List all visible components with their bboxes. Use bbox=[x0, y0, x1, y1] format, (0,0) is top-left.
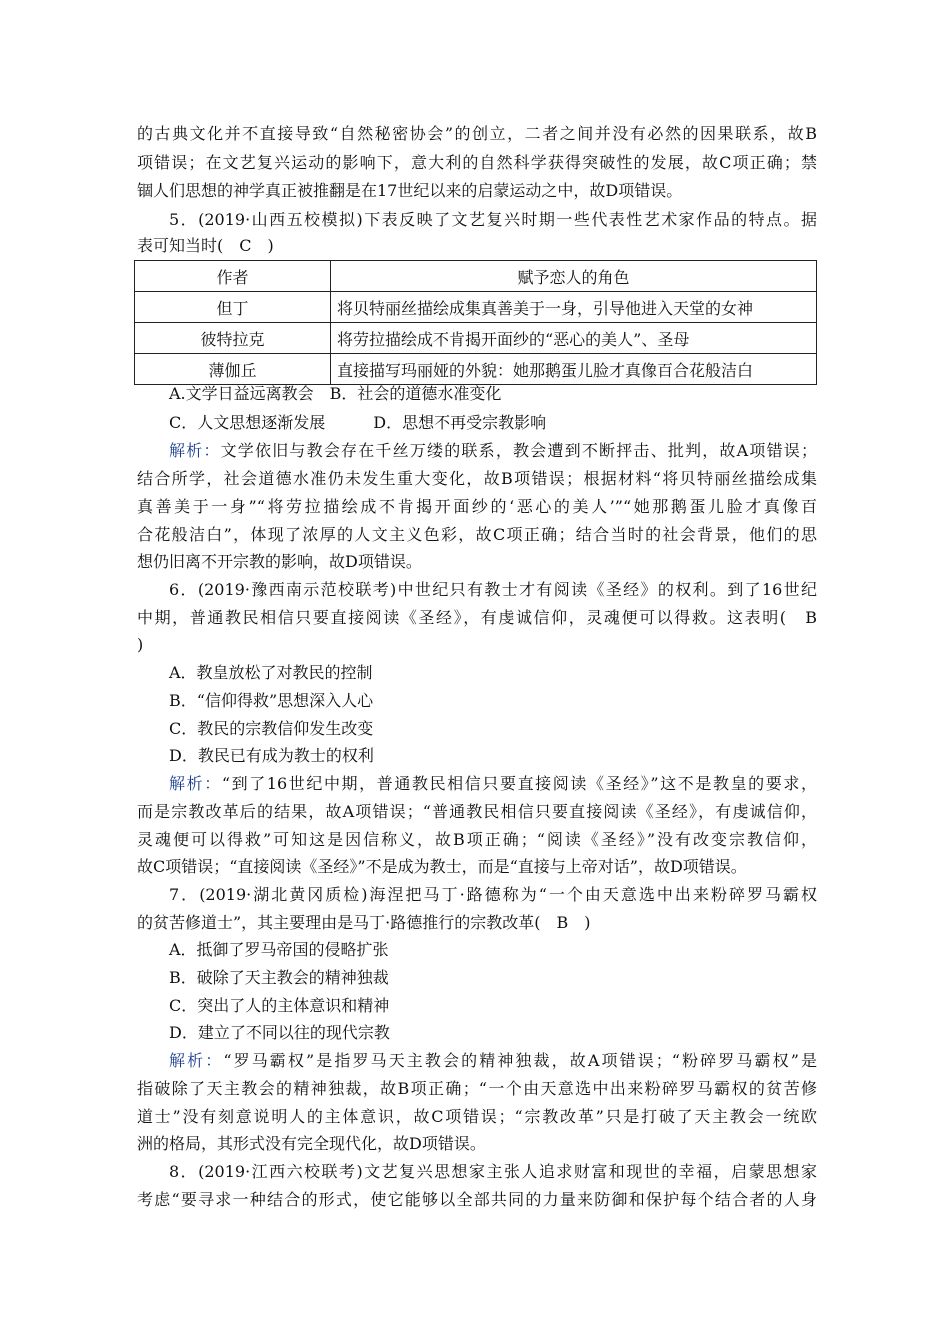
table-header-cell: 作者 bbox=[135, 261, 331, 292]
analysis-label: 解析： bbox=[169, 774, 222, 793]
table-row bbox=[135, 323, 817, 354]
table-cell: 薄伽丘 bbox=[135, 354, 331, 385]
answer-option: B．破除了天主教会的精神独裁 bbox=[169, 968, 389, 987]
answer-option: A．教皇放松了对教民的控制 bbox=[169, 663, 373, 682]
analysis-line: 解析：文学依旧与教会存在千丝万缕的联系，教会遭到不断抨击、批判，故A项错误； bbox=[169, 441, 817, 460]
answer-option: C．突出了人的主体意识和精神 bbox=[169, 996, 390, 1015]
analysis-line: 合花般洁白”，体现了浓厚的人文主义色彩，故C项正确；结合当时的社会背景，他们的思 bbox=[137, 525, 817, 544]
answer-option: C．教民的宗教信仰发生改变 bbox=[169, 719, 374, 738]
question-stem: 表可知当时( C ) bbox=[137, 236, 274, 255]
intro-line: 锢人们思想的神学真正被推翻是在17世纪以来的启蒙运动之中，故D项错误。 bbox=[137, 181, 683, 200]
table-header-row bbox=[135, 261, 817, 292]
table-row bbox=[135, 292, 817, 323]
question-stem: 8．(2019·江西六校联考)文艺复兴思想家主张人追求财富和现世的幸福，启蒙思想家 bbox=[169, 1162, 817, 1181]
analysis-line: 解析：“罗马霸权”是指罗马天主教会的精神独裁，故A项错误；“粉碎罗马霸权”是 bbox=[169, 1051, 817, 1070]
question-stem: 考虑“要寻求一种结合的形式，使它能够以全部共同的力量来防御和保护每个结合者的人身 bbox=[137, 1190, 817, 1209]
analysis-line: 结合所学，社会道德水准仍未发生重大变化，故B项错误；根据材料“将贝特丽丝描绘成集 bbox=[137, 469, 817, 488]
answer-option: A．抵御了罗马帝国的侵略扩张 bbox=[169, 940, 389, 959]
table-cell: 但丁 bbox=[135, 292, 331, 323]
question-stem: 6．(2019·豫西南示范校联考)中世纪只有教士才有阅读《圣经》的权利。到了16世纪 bbox=[169, 580, 817, 599]
analysis-label: 解析： bbox=[169, 1051, 224, 1070]
question-stem: 5．(2019·山西五校模拟)下表反映了文艺复兴时期一些代表性艺术家作品的特点。据 bbox=[169, 210, 817, 229]
analysis-line: 故C项错误；“直接阅读《圣经》”不是成为教士，而是“直接与上帝对话”，故D项错误。 bbox=[137, 857, 747, 876]
table-cell: 将劳拉描绘成不肯揭开面纱的“恶心的美人”、圣母 bbox=[331, 323, 817, 354]
intro-line: 项错误；在文艺复兴运动的影响下，意大利的自然科学获得突破性的发展，故C项正确；禁 bbox=[137, 153, 817, 172]
table-row bbox=[135, 354, 817, 385]
analysis-line: 想仍旧离不开宗教的影响，故D项错误。 bbox=[137, 552, 422, 571]
question-stem: 的贫苦修道士”，其主要理由是马丁·路德推行的宗教改革( B ) bbox=[137, 913, 591, 932]
analysis-line: 道士”没有刻意说明人的主体意识，故C项错误；“宗教改革”只是打破了天主教会一统欧 bbox=[137, 1107, 817, 1126]
q5-table bbox=[134, 260, 817, 385]
analysis-line: 解析：“到了16世纪中期，普通教民相信只要直接阅读《圣经》”这不是教皇的要求， bbox=[169, 774, 817, 793]
answer-option: D．教民已有成为教士的权利 bbox=[169, 746, 374, 765]
analysis-label: 解析： bbox=[169, 441, 221, 460]
answer-option: B．“信仰得救”思想深入人心 bbox=[169, 691, 374, 710]
table-cell: 将贝特丽丝描绘成集真善美于一身，引导他进入天堂的女神 bbox=[331, 292, 817, 323]
question-stem: 中期，普通教民相信只要直接阅读《圣经》，有虔诚信仰，灵魂便可以得救。这表明( B bbox=[137, 608, 817, 627]
analysis-line: 洲的格局，其形式没有完全现代化，故D项错误。 bbox=[137, 1134, 486, 1153]
table-cell: 直接描写玛丽娅的外貌：她那鹅蛋儿脸才真像百合花般洁白 bbox=[331, 354, 817, 385]
table-header-cell: 赋予恋人的角色 bbox=[331, 261, 817, 292]
answer-option: A.文学日益远离教会 B．社会的道德水准变化 bbox=[169, 384, 502, 403]
question-stem: ) bbox=[137, 635, 144, 654]
table-cell: 彼特拉克 bbox=[135, 323, 331, 354]
analysis-line: 指破除了天主教会的精神独裁，故B项正确；“一个由天意选中出来粉碎罗马霸权的贫苦修 bbox=[137, 1079, 817, 1098]
question-stem: 7．(2019·湖北黄冈质检)海涅把马丁·路德称为“一个由天意选中出来粉碎罗马霸权 bbox=[169, 885, 817, 904]
analysis-line: 灵魂便可以得救”可知这是因信称义，故B项正确；“阅读《圣经》”没有改变宗教信仰， bbox=[137, 830, 817, 849]
analysis-line: 而是宗教改革后的结果，故A项错误；“普通教民相信只要直接阅读《圣经》，有虔诚信仰， bbox=[137, 802, 817, 821]
answer-option: D．建立了不同以往的现代宗教 bbox=[169, 1023, 390, 1042]
intro-line: 的古典文化并不直接导致“自然秘密协会”的创立，二者之间并没有必然的因果联系，故B bbox=[137, 124, 817, 143]
analysis-line: 真善美于一身”“将劳拉描绘成不肯揭开面纱的‘恶心的美人’”“她那鹅蛋儿脸才真像百 bbox=[137, 497, 817, 516]
answer-option: C．人文思想逐渐发展 D．思想不再受宗教影响 bbox=[169, 413, 547, 432]
